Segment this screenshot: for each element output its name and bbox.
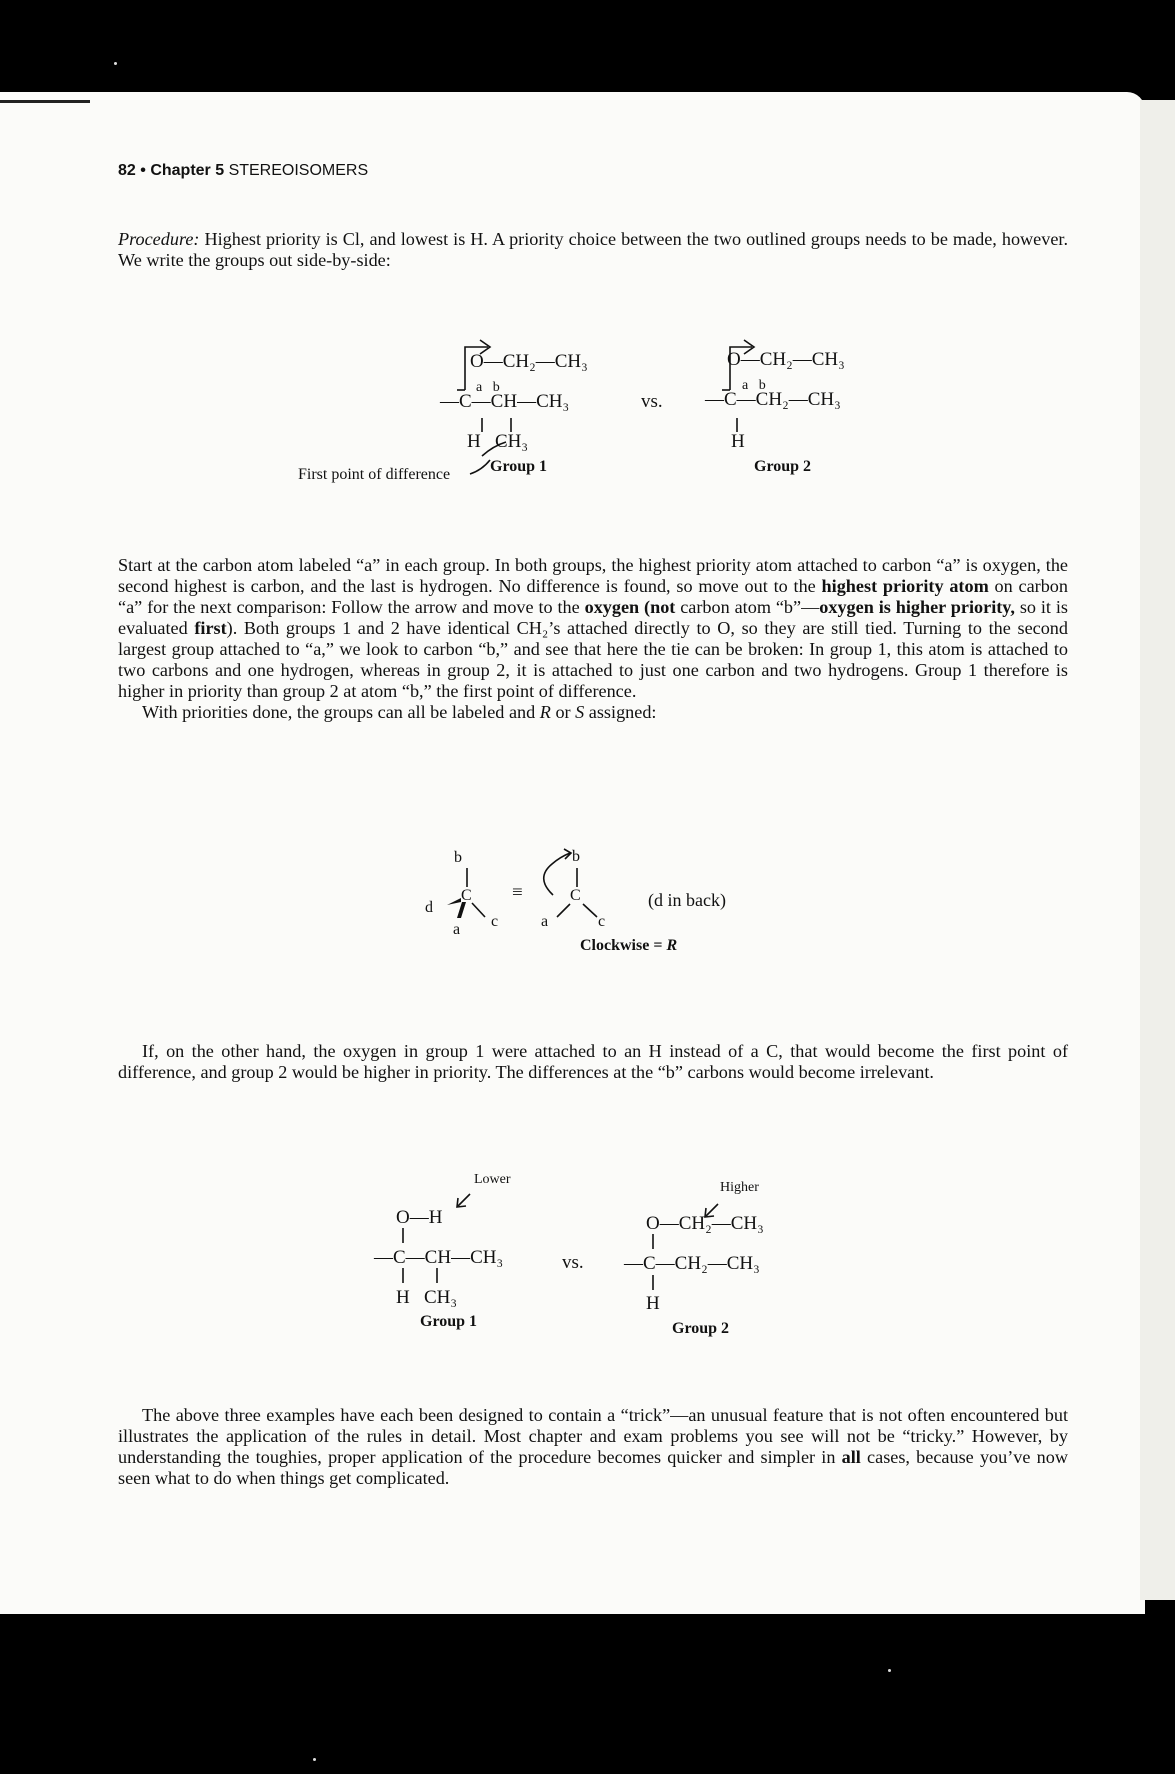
fig2-d1: d [425, 899, 433, 916]
para2-bold-4: first [194, 618, 227, 638]
intro-text: Highest priority is Cl, and lowest is H. A priority choice between the two outlined groups needs to be made, however. We write the groups out side-by-side: [118, 229, 1069, 270]
clockwise-text: Clockwise = [580, 937, 667, 954]
fig3-g2-line3: H [646, 1293, 660, 1314]
para2-text-3: carbon atom “b”— [675, 597, 820, 617]
fig2-b1: b [454, 849, 462, 866]
fig3-group2-label: Group 2 [672, 1320, 730, 1337]
fig3-g2-line2: —C—CH₂—CH₃ [624, 1253, 760, 1274]
dust-speck [114, 62, 117, 65]
first-point-label: First point of difference [298, 466, 451, 483]
chapter-label: Chapter 5 [150, 162, 225, 179]
fig2-c2: C [570, 887, 581, 904]
fig2-cc1: c [491, 913, 499, 930]
g1-line1: O—CH₂—CH₃ [470, 351, 588, 372]
fig3-g1-line1: O—H [396, 1207, 443, 1228]
fig2-a2: a [541, 913, 549, 930]
para3-s: S [575, 702, 585, 722]
clockwise-r: R [666, 937, 678, 954]
para2-text-4: so it is evaluated [118, 597, 1068, 638]
vs-label-1: vs. [641, 391, 663, 412]
g1-line2: —C—CH—CH₃ [440, 391, 570, 412]
fig3-g1-line3: H CH₃ [396, 1287, 457, 1308]
para2-text-1: Start at the carbon atom labeled “a” in each group. In both groups, the highest priority atom attached to carbon “a” is oxygen, the second highest is carbon, and the last is hydrogen. No difference is found, so move out to the [118, 555, 1068, 596]
para3-pre: With priorities done, the groups can all be labeled and [142, 702, 540, 722]
g1-ab-labels: a b [476, 380, 500, 395]
page-number: 82 [118, 162, 136, 179]
group2-label: Group 2 [754, 458, 812, 475]
lower-label: Lower [474, 1172, 511, 1187]
para2-text-2: on carbon “a” for the next comparison: Follow the arrow and move to the [118, 576, 1068, 617]
fig3-g2-line1: O—CH₂—CH₃ [646, 1213, 764, 1234]
g2-line3: H [731, 431, 745, 452]
dust-speck [888, 1669, 891, 1672]
vs-label-2: vs. [562, 1252, 584, 1273]
dust-speck [313, 1758, 316, 1761]
para4-text: If, on the other hand, the oxygen in group 1 were attached to an H instead of a C, that would become the first point of difference, and group 2 would be higher in priority. The differences at the “b” carbons would become irrelevant. [118, 1041, 1068, 1082]
para5-bold: all [841, 1447, 861, 1467]
closing-paragraph [118, 1405, 1068, 1489]
para3-mid: or [550, 702, 576, 722]
fig2-equiv: ≡ [512, 882, 523, 903]
higher-label: Higher [720, 1180, 759, 1195]
para3-post: assigned: [584, 702, 657, 722]
para2-text-5: ). Both groups 1 and 2 have identical CH₂’s attached directly to O, so they are still tied. Turning to the second largest group attached to “a,” we look to carbon “b,” and see that here the tie can be broken: In group 1, this atom is attached to two carbons and one hydrogen, whereas in group 2, it is attached to just one carbon and two hydrogens. Group 1 therefore is higher in priority than group 2 at atom “b,” the first point of difference. [118, 618, 1068, 701]
fig2-cc2: c [598, 913, 606, 930]
fig3-group1-label: Group 1 [420, 1313, 478, 1330]
g2-line2: —C—CH₂—CH₃ [705, 389, 841, 410]
para2-bold-2: oxygen (not [584, 597, 676, 617]
header-bullet: • [140, 162, 146, 179]
group1-label: Group 1 [490, 458, 548, 475]
para2-bold-3: oxygen is higher priority, [819, 597, 1015, 617]
para2-bold-1: highest priority atom [821, 576, 989, 596]
fig2-a1: a [453, 921, 461, 938]
fig2-b2: b [572, 848, 580, 865]
para3-r: R [539, 702, 551, 722]
fig2-c1: C [461, 887, 472, 904]
section-title: STEREOISOMERS [228, 162, 369, 179]
g2-ab-labels: a b [742, 378, 766, 393]
para5-text-1: The above three examples have each been designed to contain a “trick”—an unusual feature that is not often encountered but illustrates the application of the rules in detail. Most chapter and exam problems you see will not be “tricky.” However, by understanding the toughies, proper application of the procedure becomes quicker and simpler in [118, 1405, 1068, 1467]
g2-line1: O—CH₂—CH₃ [727, 349, 845, 370]
fig2-note: (d in back) [648, 890, 726, 910]
procedure-label: Procedure: [118, 229, 200, 249]
para5-text-2: cases, because you’ve now seen what to do when things get complicated. [118, 1447, 1068, 1488]
fig3-g1-line2: —C—CH—CH₃ [374, 1247, 504, 1268]
g1-line3: H CH₃ [467, 431, 528, 452]
